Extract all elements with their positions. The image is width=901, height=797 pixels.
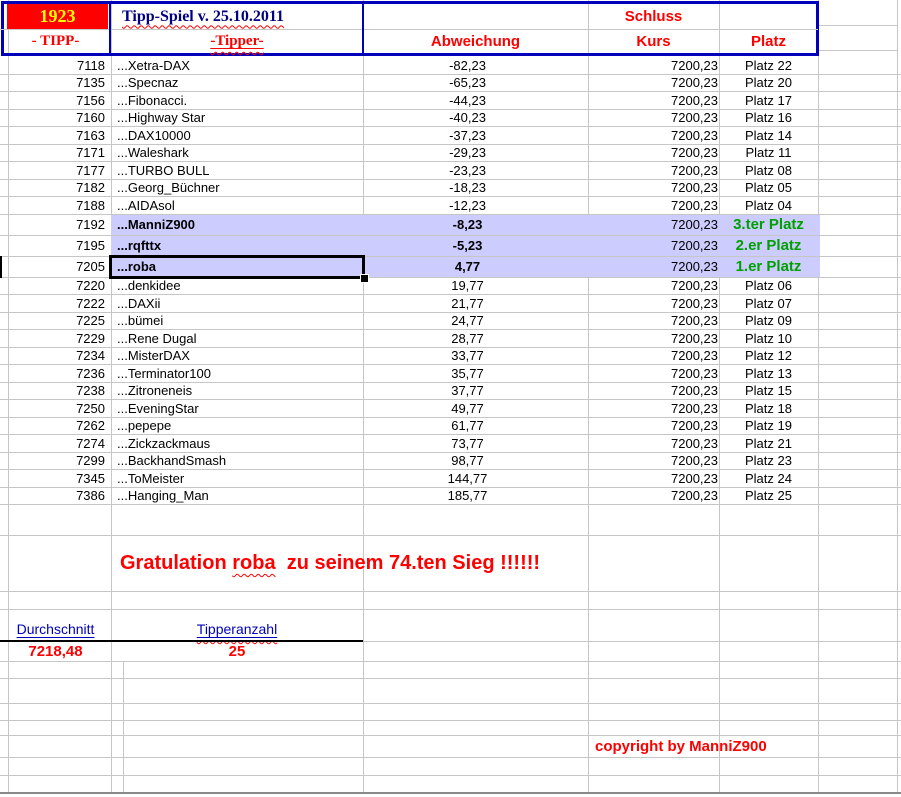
cell-abweichung[interactable]: 73,77	[451, 435, 484, 451]
cell-tipper[interactable]: ...bümei	[117, 313, 164, 329]
cell-tipper[interactable]: ...ManniZ900	[117, 217, 196, 232]
cell-abweichung[interactable]: -40,23	[449, 110, 486, 126]
cell-kurs[interactable]: 7200,23	[671, 488, 718, 504]
cell-tipper[interactable]: ...ToMeister	[117, 470, 185, 486]
cell-kurs[interactable]: 7200,23	[671, 295, 718, 311]
table-row	[0, 383, 901, 401]
cell-tipper[interactable]: ...Zitroneneis	[117, 383, 193, 399]
game-number-cell[interactable]: 1923	[7, 4, 108, 29]
tipper-count-label: Tipperanzahl	[196, 621, 278, 637]
cell-platz[interactable]: Platz 09	[745, 313, 792, 329]
cell-platz[interactable]: 1.er Platz	[735, 258, 802, 275]
cell-platz[interactable]: 2.er Platz	[735, 237, 802, 254]
cell-abweichung[interactable]: 37,77	[451, 383, 484, 399]
cell-platz[interactable]: Platz 24	[745, 470, 792, 486]
table-row	[0, 110, 901, 128]
cell-platz[interactable]: 3.ter Platz	[733, 216, 804, 233]
column-header-tipp[interactable]: - TIPP-	[31, 33, 80, 49]
cell-kurs[interactable]: 7200,23	[671, 259, 718, 274]
gridline-horizontal	[818, 50, 897, 51]
cell-tipper[interactable]: ...EveningStar	[117, 400, 199, 416]
cell-platz[interactable]: Platz 10	[745, 330, 792, 346]
cell-tipper[interactable]: ...rqfttx	[117, 238, 162, 253]
cell-kurs[interactable]: 7200,23	[671, 278, 718, 294]
average-label: Durchschnitt	[16, 621, 95, 637]
cell-tipp[interactable]: 7250	[76, 400, 105, 416]
cell-kurs[interactable]: 7200,23	[671, 127, 718, 143]
cell-platz[interactable]: Platz 05	[745, 180, 792, 196]
cell-tipper[interactable]: ...Terminator100	[117, 365, 211, 381]
cell-platz[interactable]: Platz 23	[745, 453, 792, 469]
cell-tipp[interactable]: 7182	[76, 180, 105, 196]
table-row	[0, 57, 901, 75]
cell-platz[interactable]: Platz 11	[745, 145, 792, 161]
table-row	[0, 278, 901, 296]
table-body	[0, 57, 901, 505]
column-header-platz[interactable]: Platz	[750, 33, 786, 50]
cell-platz[interactable]: Platz 25	[745, 488, 792, 504]
table-row	[0, 75, 901, 93]
cell-platz[interactable]: Platz 13	[745, 365, 792, 381]
cell-platz[interactable]: Platz 06	[745, 278, 792, 294]
cell-platz[interactable]: Platz 21	[745, 435, 792, 451]
table-row	[0, 236, 901, 257]
cell-tipper[interactable]: ...DAXii	[117, 295, 161, 311]
table-row	[0, 435, 901, 453]
cell-tipper[interactable]: ...pepepe	[117, 418, 172, 434]
cell-kurs[interactable]: 7200,23	[671, 217, 718, 232]
selection-fill-handle[interactable]	[360, 274, 369, 283]
cell-tipper[interactable]: ...Rene Dugal	[117, 330, 197, 346]
empty-row[interactable]	[0, 679, 901, 704]
cell-kurs[interactable]: 7200,23	[671, 110, 718, 126]
gridline-horizontal	[818, 25, 897, 26]
copyright-text: copyright by ManniZ900	[595, 738, 767, 755]
cell-kurs[interactable]: 7200,23	[671, 57, 718, 73]
selected-row-marker	[0, 256, 2, 278]
cell-tipp[interactable]: 7195	[76, 238, 105, 253]
cell-tipp[interactable]: 7205	[76, 259, 105, 274]
lower-section	[0, 505, 901, 797]
table-row	[0, 145, 901, 163]
cell-platz[interactable]: Platz 15	[745, 383, 792, 399]
cell-kurs[interactable]: 7200,23	[671, 238, 718, 253]
cell-tipp[interactable]: 7163	[76, 127, 105, 143]
cell-tipp[interactable]: 7386	[76, 488, 105, 504]
average-value: 7218,48	[28, 643, 83, 660]
table-row	[0, 453, 901, 471]
empty-row[interactable]	[0, 592, 901, 610]
cell-abweichung[interactable]: -82,23	[449, 57, 486, 73]
tipper-count-value: 25	[228, 643, 246, 660]
cell-tipp[interactable]: 7229	[76, 330, 105, 346]
table-row	[0, 313, 901, 331]
cell-tipp[interactable]: 7188	[76, 197, 105, 213]
cell-tipper[interactable]: ...Xetra-DAX	[117, 57, 190, 73]
table-row	[0, 162, 901, 180]
cell-abweichung[interactable]: 4,77	[454, 259, 481, 274]
cell-tipp[interactable]: 7171	[76, 145, 105, 161]
empty-row[interactable]	[0, 662, 901, 679]
column-header-schluss[interactable]: Schluss	[624, 8, 683, 25]
cell-abweichung[interactable]: 28,77	[451, 330, 484, 346]
cell-tipp[interactable]: 7160	[76, 110, 105, 126]
cell-tipper[interactable]: ...BackhandSmash	[117, 453, 227, 469]
cell-platz[interactable]: Platz 17	[745, 92, 792, 108]
table-row	[0, 180, 901, 198]
winner-name: roba	[232, 552, 276, 574]
cell-abweichung[interactable]: -12,23	[449, 197, 486, 213]
cell-tipper[interactable]: ...Waleshark	[117, 145, 189, 161]
cell-platz[interactable]: Platz 22	[745, 57, 792, 73]
cell-tipp[interactable]: 7299	[76, 453, 105, 469]
cell-tipp[interactable]: 7274	[76, 435, 105, 451]
cell-abweichung[interactable]: -29,23	[449, 145, 486, 161]
cell-tipp[interactable]: 7192	[76, 217, 105, 232]
summary-underline	[0, 640, 363, 642]
cell-platz[interactable]: Platz 20	[745, 75, 792, 91]
table-row	[0, 348, 901, 366]
cell-abweichung[interactable]: 185,77	[447, 488, 488, 504]
table-row	[0, 400, 901, 418]
cell-kurs[interactable]: 7200,23	[671, 348, 718, 364]
cell-kurs[interactable]: 7200,23	[671, 383, 718, 399]
cell-platz[interactable]: Platz 16	[745, 110, 792, 126]
cell-kurs[interactable]: 7200,23	[671, 180, 718, 196]
summary-label-row[interactable]	[0, 610, 901, 642]
cell-tipp[interactable]: 7118	[77, 57, 105, 73]
empty-row[interactable]	[0, 758, 901, 776]
cell-tipp[interactable]: 7156	[76, 92, 105, 108]
cell-tipper[interactable]: ...TURBO BULL	[117, 162, 210, 178]
cell-tipper[interactable]: ...Specnaz	[117, 75, 179, 91]
cell-tipper[interactable]: ...Fibonacci.	[117, 92, 188, 108]
cell-tipp[interactable]: 7234	[76, 348, 105, 364]
cell-abweichung[interactable]: -44,23	[449, 92, 486, 108]
table-row	[0, 127, 901, 145]
cell-abweichung[interactable]: 19,77	[451, 278, 484, 294]
summary-value-row[interactable]	[0, 642, 901, 662]
cell-abweichung[interactable]: -65,23	[449, 75, 486, 91]
cell-kurs[interactable]: 7200,23	[671, 400, 718, 416]
cell-kurs[interactable]: 7200,23	[671, 313, 718, 329]
copyright-row[interactable]	[0, 736, 901, 758]
cell-abweichung[interactable]: -5,23	[452, 238, 483, 253]
cell-abweichung[interactable]: 24,77	[451, 313, 484, 329]
empty-row[interactable]	[0, 776, 901, 793]
cell-abweichung[interactable]: -18,23	[449, 180, 486, 196]
empty-row[interactable]	[0, 704, 901, 721]
cell-kurs[interactable]: 7200,23	[671, 197, 718, 213]
message-row[interactable]	[0, 536, 901, 592]
cell-tipp[interactable]: 7222	[76, 295, 105, 311]
cell-kurs[interactable]: 7200,23	[671, 453, 718, 469]
cell-abweichung[interactable]: 144,77	[447, 470, 488, 486]
cell-tipper[interactable]: ...DAX10000	[117, 127, 191, 143]
column-header-tipper[interactable]	[111, 30, 363, 53]
table-row	[0, 470, 901, 488]
cell-platz[interactable]: Platz 14	[745, 127, 792, 143]
cell-tipper[interactable]: ...denkidee	[117, 278, 181, 294]
cell-tipp[interactable]: 7177	[76, 162, 105, 178]
cell-platz[interactable]: Platz 07	[745, 295, 792, 311]
cell-kurs[interactable]: 7200,23	[671, 162, 718, 178]
column-header-kurs[interactable]: Kurs	[636, 33, 671, 50]
cell-abweichung[interactable]: 49,77	[451, 400, 484, 416]
cell-abweichung[interactable]: -8,23	[452, 217, 483, 232]
cell-abweichung[interactable]: -37,23	[449, 127, 486, 143]
column-header-abweichung[interactable]: Abweichung	[430, 33, 521, 50]
table-row	[0, 215, 901, 236]
table-row	[0, 418, 901, 436]
cell-tipper[interactable]: ...Georg_Büchner	[117, 180, 220, 196]
cell-platz[interactable]: Platz 12	[745, 348, 792, 364]
cell-platz[interactable]: Platz 18	[745, 400, 792, 416]
cell-tipp[interactable]: 7225	[76, 313, 105, 329]
cell-platz[interactable]: Platz 04	[745, 197, 792, 213]
selected-cell-border[interactable]	[109, 255, 365, 279]
cell-tipper[interactable]: ...Zickzackmaus	[117, 435, 211, 451]
cell-kurs[interactable]: 7200,23	[671, 75, 718, 91]
cell-kurs[interactable]: 7200,23	[671, 418, 718, 434]
cell-tipp[interactable]: 7262	[76, 418, 105, 434]
cell-tipp[interactable]: 7135	[76, 75, 105, 91]
cell-tipper[interactable]: ...Hanging_Man	[117, 488, 209, 504]
cell-tipp[interactable]: 7345	[76, 470, 105, 486]
table-row	[0, 197, 901, 215]
cell-tipper[interactable]: ...roba	[117, 259, 157, 274]
cell-tipp[interactable]: 7220	[76, 278, 105, 294]
table-row	[0, 488, 901, 506]
tipper-header-text: -Tipper-	[210, 33, 264, 49]
cell-abweichung[interactable]: 61,77	[451, 418, 484, 434]
cell-kurs[interactable]: 7200,23	[671, 435, 718, 451]
cell-kurs[interactable]: 7200,23	[671, 470, 718, 486]
cell-tipper[interactable]: ...MisterDAX	[117, 348, 190, 364]
cell-abweichung[interactable]: 35,77	[451, 365, 484, 381]
cell-kurs[interactable]: 7200,23	[671, 365, 718, 381]
cell-abweichung[interactable]: 33,77	[451, 348, 484, 364]
cell-platz[interactable]: Platz 08	[745, 162, 792, 178]
table-row	[0, 365, 901, 383]
cell-kurs[interactable]: 7200,23	[671, 92, 718, 108]
table-row	[0, 295, 901, 313]
cell-tipp[interactable]: 7236	[76, 365, 105, 381]
window-bottom-edge	[0, 792, 901, 794]
cell-tipper[interactable]: ...Highway Star	[117, 110, 206, 126]
cell-abweichung[interactable]: 98,77	[451, 453, 484, 469]
cell-abweichung[interactable]: -23,23	[449, 162, 486, 178]
empty-row[interactable]	[0, 721, 901, 736]
sheet-title: Tipp-Spiel v. 25.10.2011	[122, 7, 284, 25]
cell-kurs[interactable]: 7200,23	[671, 145, 718, 161]
empty-row[interactable]	[0, 505, 901, 536]
cell-abweichung[interactable]: 21,77	[451, 295, 484, 311]
table-row	[0, 92, 901, 110]
cell-tipper[interactable]: ...AIDAsol	[117, 197, 175, 213]
table-row	[0, 330, 901, 348]
cell-kurs[interactable]: 7200,23	[671, 330, 718, 346]
congratulation-message: Gratulation roba zu seinem 74.ten Sieg !!!!!!	[120, 552, 541, 574]
cell-tipp[interactable]: 7238	[76, 383, 105, 399]
cell-platz[interactable]: Platz 19	[745, 418, 792, 434]
